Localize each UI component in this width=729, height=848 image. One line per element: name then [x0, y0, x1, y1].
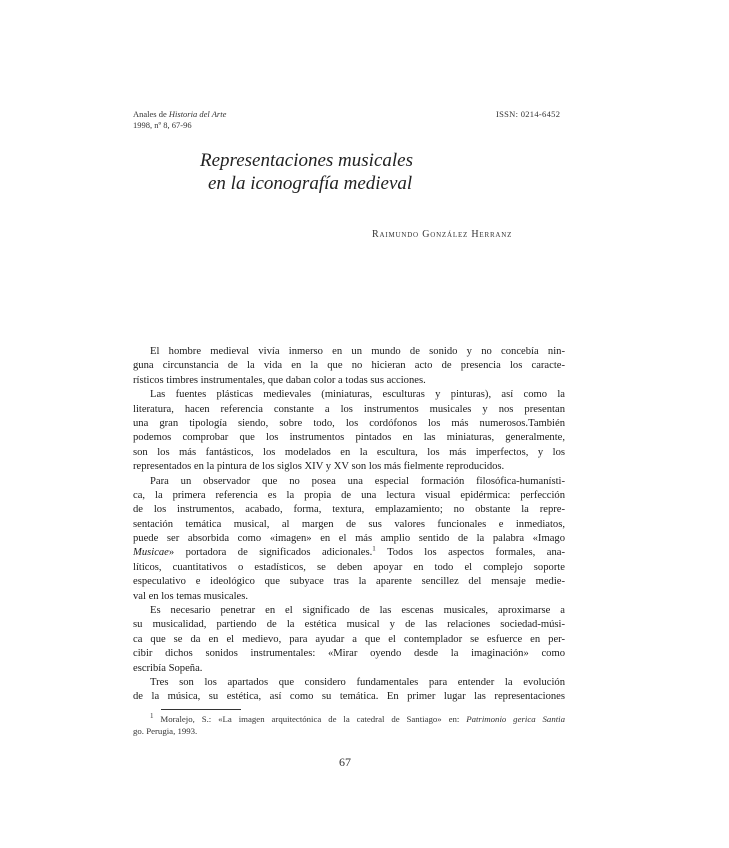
body-line: ca, la primera referencia es la propia de una lectura visual epidérmica: perfección [133, 489, 565, 501]
body-line: su musicalidad, partiendo de la estética musical y de las relaciones sociedad-músi- [133, 619, 565, 631]
body-line: ca que se da en el medievo, para ayudar a que el contemplador se esfuerce en per- [133, 633, 565, 645]
body-line: Musicae» portadora de significados adicionales.$^1$ Todos los aspectos formales, ana- [133, 546, 565, 559]
body-line: de la música, su estética, así como su temática. En primer lugar las representaciones [133, 691, 565, 703]
page-number: 67 [339, 755, 351, 769]
footnote-marker: 1 [150, 713, 154, 721]
journal-issue: 1998, nº 8, 67-96 [133, 120, 192, 130]
body-line: representados en la pintura de los siglos XIV y XV son los más fielmente reproducidos. [133, 461, 505, 473]
journal-prefix: Anales de [133, 109, 167, 119]
body-line: literatura, hacen referencia constante a los instrumentos musicales y nos presentan [133, 403, 565, 415]
body-line: sentación temática musical, al margen de sus valores funcionales e inmediatos, [133, 518, 565, 530]
footnote-title: Patrimonio gerica Santia [466, 714, 565, 724]
title-line-1: Representaciones musicales [200, 150, 413, 171]
body-line: especulativo e ideológico que subyace tras la aparente sencillez del mensaje medie- [133, 576, 565, 588]
body-line: guna circunstancia de la vida en la que no hicieran acto de presencia los caracte- [133, 360, 565, 372]
footnote-author: Moralejo, S.: [160, 714, 212, 724]
body-line: val en los temas musicales. [133, 590, 249, 602]
body-line: podemos comprobar que los instrumentos pintados en las miniaturas, generalmente, [133, 432, 565, 444]
body-line: Las fuentes plásticas medievales (miniaturas, esculturas y pinturas), así como la [150, 389, 565, 401]
body-line: Tres son los apartados que considero fundamentales para entender la evolución [150, 676, 565, 688]
footnote-ref: 1 [372, 546, 376, 553]
author-name: Raimundo González Herranz [372, 229, 513, 240]
title-line-2: en la iconografía medieval [208, 173, 413, 194]
body-line: cibir dichos sonidos instrumentales: «Mirar oyendo desde la imaginación» como [133, 648, 565, 660]
body-line: son los más fantásticos, los modelados en la escultura, los más imperfectos, y los [133, 446, 565, 458]
footnote-line-2: go. Perugia, 1993. [133, 726, 198, 736]
body-line: puede ser absorbida como «imagen» en el más amplio sentido de la palabra «Imago [133, 533, 565, 545]
body-line: una gran tipología siendo, sobre todo, los cordófonos los más numerosos.También [133, 417, 565, 429]
body-line: rísticos timbres instrumentales, que daban color a todas sus acciones. [133, 374, 426, 386]
body-line: Para un observador que no posea una especial formación filosófica-humanísti- [150, 475, 565, 487]
body-line: escribía Sopeña. [133, 662, 203, 674]
body-line: Es necesario penetrar en el significado de las escenas musicales, aproximarse a [150, 605, 565, 617]
footnote-text: «La imagen arquitectónica de la catedral de Santiago» en: [218, 714, 460, 724]
footnote [133, 713, 565, 737]
footnote-rule [161, 709, 241, 710]
journal-citation [133, 109, 226, 131]
issn: ISSN: 0214-6452 [496, 109, 561, 119]
body-line: El hombre medieval vivía inmerso en un mundo de sonido y no concebía nin- [150, 346, 565, 357]
article-body [133, 345, 565, 705]
footnote-line-1 [133, 713, 565, 725]
journal-name: Historia del Arte [168, 109, 227, 119]
article-title [200, 149, 520, 195]
body-line: de los instrumentos, acabado, forma, textura, emplazamiento; no obstante la repre- [133, 504, 565, 516]
body-line: líticos, cuantitativos o estadísticos, se deben apoyar en todo el complejo soporte [133, 561, 565, 573]
